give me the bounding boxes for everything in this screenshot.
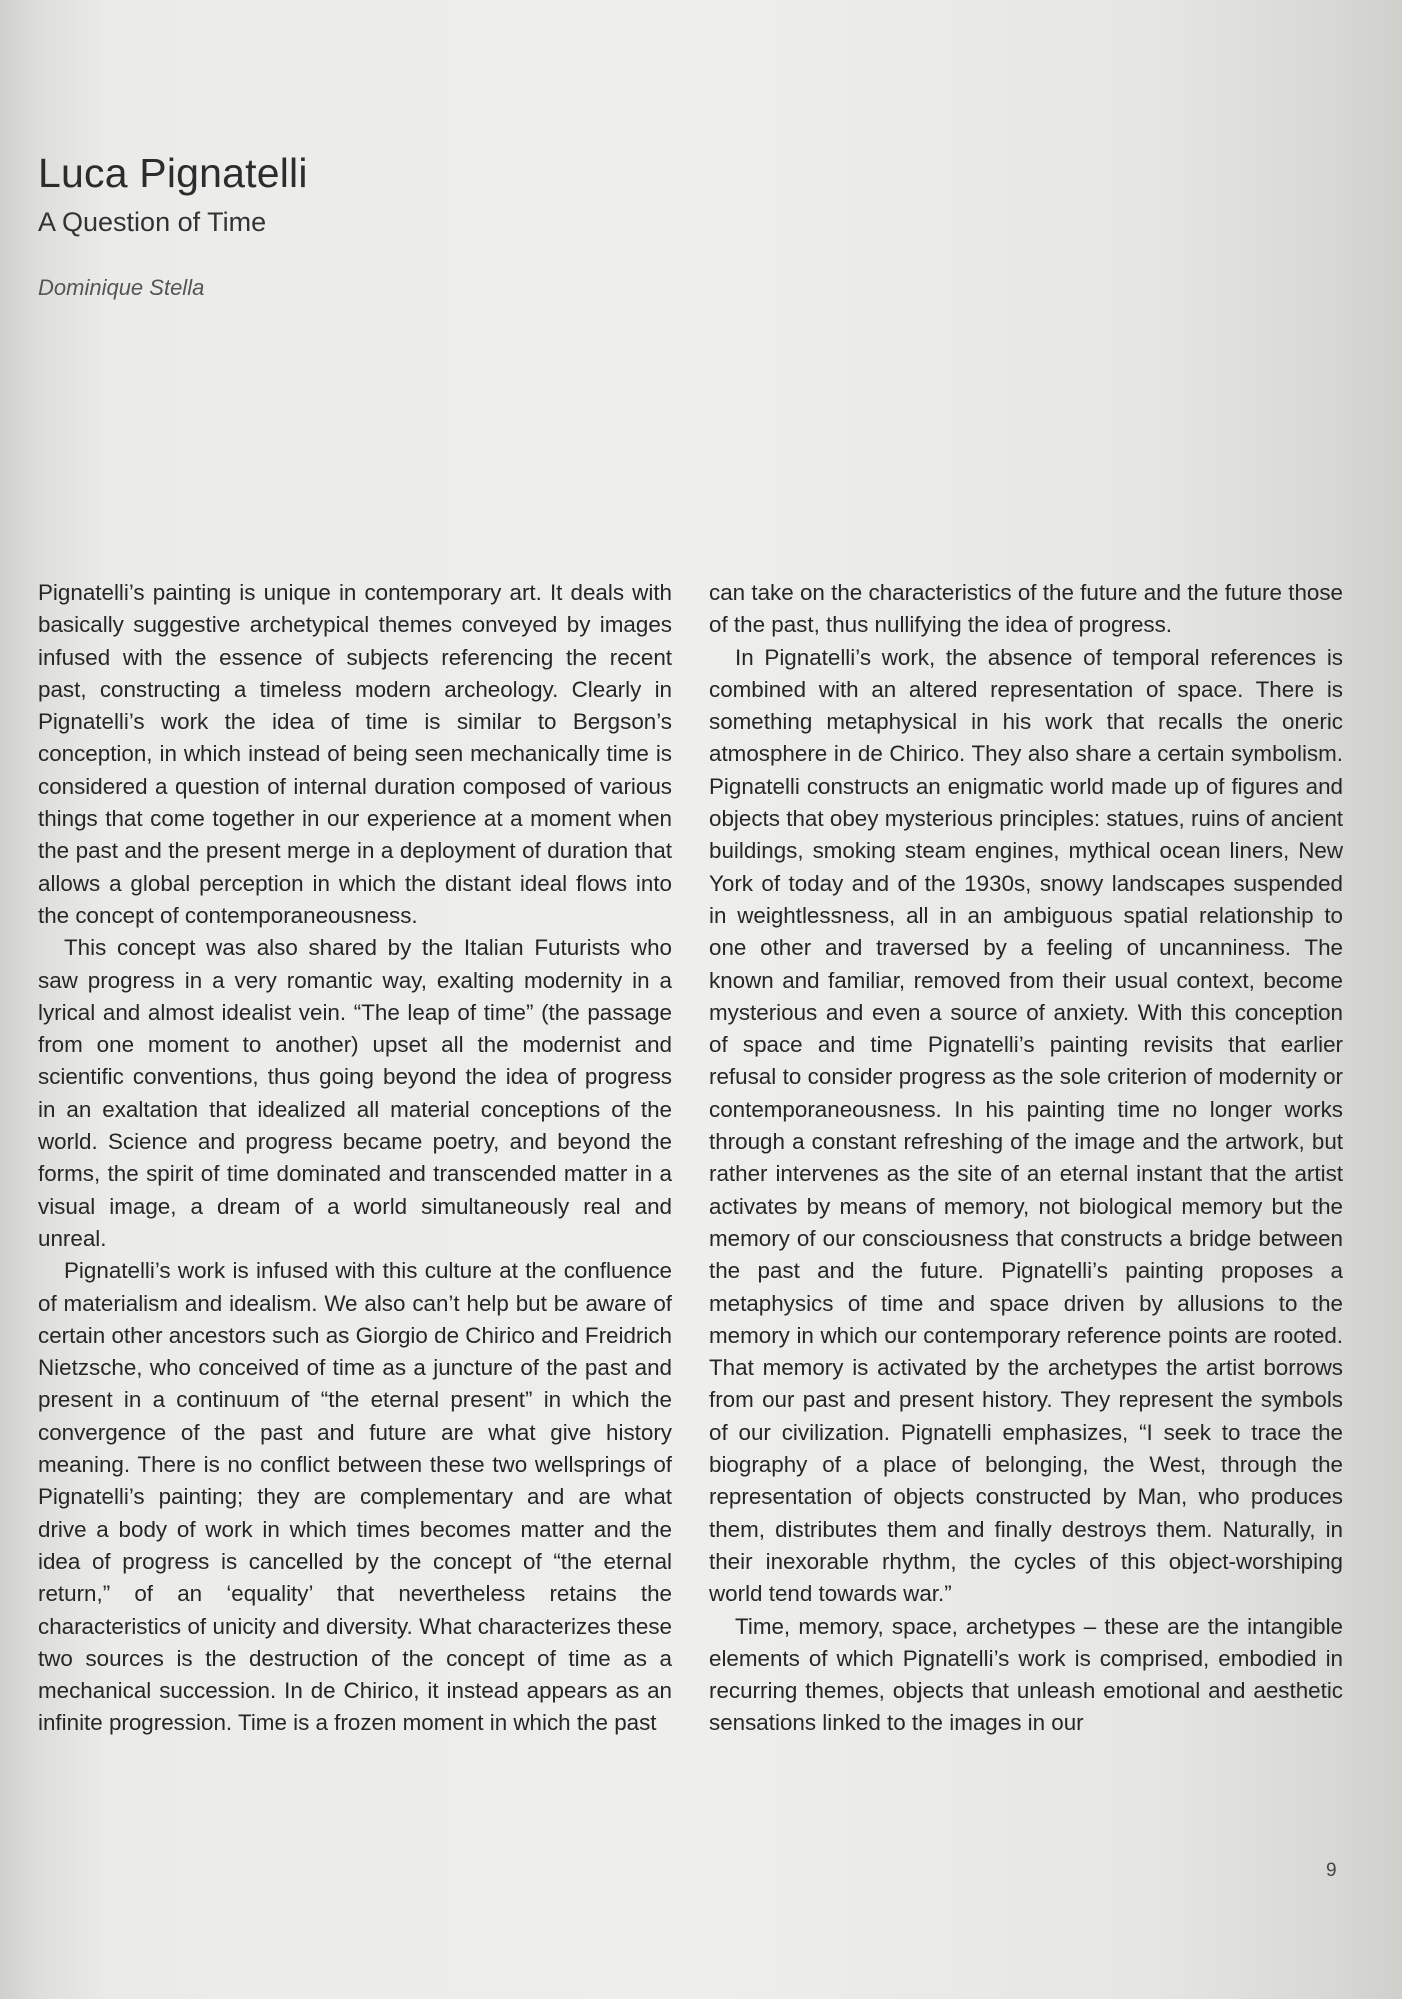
left-column [38,577,672,1740]
article-header [38,150,308,238]
right-column [709,577,1343,1740]
paragraph: can take on the characteristics of the future and the future those of the past, thus nullifying the idea of progress. [709,580,1343,638]
paragraph: Time, memory, space, archetypes – these are the intangible elements of which Pignatelli’s work is comprised, embodied in recurring themes, objects that unleash emotional and aesthetic sensations linked to the images in our [709,1613,1343,1736]
paragraph: Pignatelli’s painting is unique in contemporary art. It deals with basically suggestive archetypical themes conveyed by images infused with the essence of subjects referencing the recent past, constructing a timeless modern archeology. Clearly in Pignatelli’s work the idea of time is similar to Bergson’s conception, in which instead of being seen mechanically time is considered a question of internal duration composed of various things that come together in our experience at a moment when the past and the present merge in a deployment of duration that allows a global perception in which the distant ideal flows into the concept of contemporaneousness. [38,580,672,928]
article-subtitle: A Question of Time [38,207,267,237]
article-title: Luca Pignatelli [38,150,308,196]
paragraph: Pignatelli’s work is infused with this culture at the confluence of materialism and idealism. We also can’t help but be aware of certain other ancestors such as Giorgio de Chirico and Freidrich Nietzsche, who conceived of time as a juncture of the past and present in a continuum of “the eternal present” in which the convergence of the past and future are what give history meaning. There is no conflict between these two wellsprings of Pignatelli’s painting; they are complementary and are what drive a body of work in which times becomes matter and the idea of progress is cancelled by the concept of “the eternal return,” of an ‘equality’ that nevertheless retains the characteristics of unicity and diversity. What characterizes these two sources is the destruction of the concept of time as a mechanical succession. In de Chirico, it instead appears as an infinite progression. Time is a frozen moment in which the past [38,1258,672,1736]
paragraph: This concept was also shared by the Italian Futurists who saw progress in a very romantic way, exalting modernity in a lyrical and almost idealist vein. “The leap of time” (the passage from one moment to another) upset all the modernist and scientific conventions, thus going beyond the idea of progress in an exaltation that idealized all material conceptions of the world. Science and progress became poetry, and beyond the forms, the spirit of time dominated and transcended matter in a visual image, a dream of a world simultaneously real and unreal. [38,935,672,1251]
page-number: 9 [1326,1860,1337,1881]
paragraph: In Pignatelli’s work, the absence of temporal references is combined with an altered representation of space. There is something metaphysical in his work that recalls the oneric atmosphere in de Chirico. They also share a certain symbolism. Pignatelli constructs an enigmatic world made up of figures and objects that obey mysterious principles: statues, ruins of ancient buildings, smoking steam engines, mythical ocean liners, New York of today and of the 1930s, snowy landscapes suspended in weightlessness, all in an ambiguous spatial relationship to one other and traversed by a feeling of uncanniness. The known and familiar, removed from their usual context, become mysterious and even a source of anxiety. With this conception of space and time Pignatelli’s painting revisits that earlier refusal to consider progress as the sole criterion of modernity or contemporaneousness. In his painting time no longer works through a constant refreshing of the image and the artwork, but rather intervenes as the site of an eternal instant that the artist activates by means of memory, not biological memory but the memory of our consciousness that constructs a bridge between the past and the future. Pignatelli’s painting proposes a metaphysics of time and space driven by allusions to the memory in which our contemporary reference points are rooted. That memory is activated by the archetypes the artist borrows from our past and present history. They represent the symbols of our civilization. Pignatelli emphasizes, “I seek to trace the biography of a place of belonging, the West, through the representation of objects constructed by Man, who produces them, distributes them and finally destroys them. Naturally, in their inexorable rhythm, the cycles of this object-worshiping world tend towards war.” [709,644,1343,1607]
article-author: Dominique Stella [38,275,205,300]
